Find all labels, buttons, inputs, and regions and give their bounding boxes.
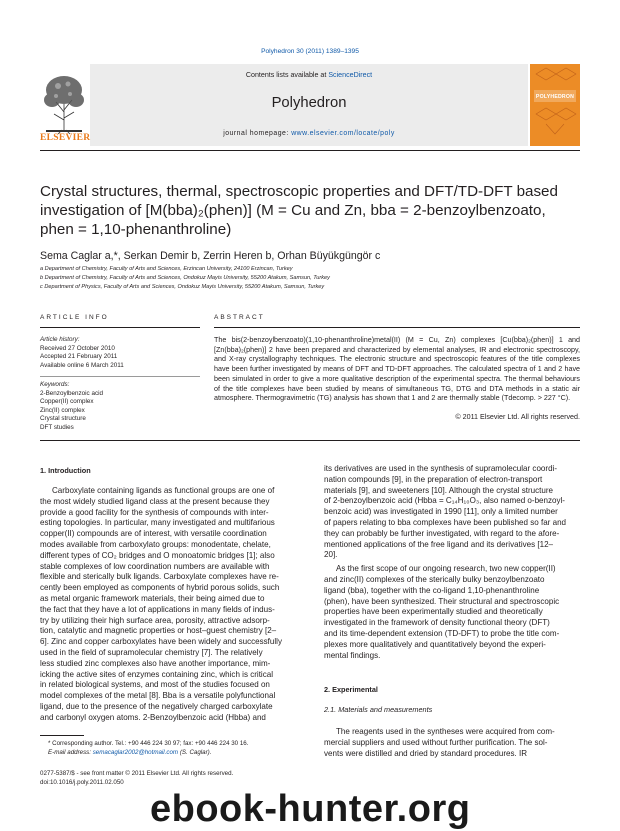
journal-cover-thumbnail: [530, 64, 580, 146]
text-line: of 2-benzoylbenzoic acid (Hbba = C₁₄H₁₀O₃, also named o-benzoyl-: [324, 496, 565, 506]
text-line: less studied zinc complexes also have another importance, mim-: [40, 658, 271, 668]
experimental-text: [324, 727, 586, 759]
materials-subheading: 2.1. Materials and measurements: [324, 705, 433, 714]
text-line: flexible and sterically bulk ligands. Carboxylate complexes have re-: [40, 572, 279, 582]
article-history: [40, 336, 200, 370]
abstract-text: The bis(2-benzoylbenzoato)(1,10-phenanthroline)metal(II) (M = Cu, Zn) complexes [Cu(bba)₂(phen)] 1 and [Zn(bba)₂(phen)] 2 have been prepared and characterized by elemental analyses, IR and electronic spectroscopy, and X-ray crystallography techniques. The electronic structure and spectroscopic features of the title complexes have been further investigated by means of DFT and TD-DFT approaches. The calculated spectra of 1 and 2 have been simulated in order to give a more qualitative description of the experimental spectra. The thermal behaviours of the title complexes have been studied by means of simultaneous TG, DTG and DTA methods in a static air atmosphere. Thermogravimetric (TG) analysis has shown that 1 and 2 are thermally stable (Tdecomp. > 227 °C).: [214, 336, 580, 403]
email-line: [48, 749, 328, 758]
homepage-link[interactable]: www.elsevier.com/locate/poly: [291, 130, 395, 137]
text-line: its derivatives are used in the synthesis of supramolecular coordi-: [324, 464, 558, 473]
text-line: modes available from carboxylato groups: monodentate, chelate,: [40, 539, 271, 549]
doi-link[interactable]: doi:10.1016/j.poly.2011.02.050: [40, 779, 124, 786]
text-line: tion, catalytic and magnetic properties or host–guest chemistry [2–: [40, 626, 277, 636]
text-line: Carboxylate containing ligands as functional groups are one of: [52, 486, 275, 495]
cover-pattern: [530, 64, 580, 146]
text-line: materials [9], and sweeteners [10]. Although the crystal structure: [324, 485, 554, 495]
cover-title: POLYHEDRON: [535, 94, 575, 100]
text-line: in related biological systems, and most of the studies focused on: [40, 680, 270, 690]
text-line: 20].: [324, 550, 338, 560]
article-title: [40, 182, 600, 239]
text-line: provide a good facility for the synthesis of compounds with inter-: [40, 507, 269, 517]
keywords-label: Keywords:: [40, 381, 70, 388]
contents-line: [90, 71, 528, 79]
text-line: As the first scope of our ongoing research, two new copper(II): [336, 564, 556, 574]
intro-heading: 1. Introduction: [40, 466, 91, 475]
journal-name: Polyhedron: [271, 95, 347, 111]
info-divider: [40, 376, 200, 377]
title-line: investigation of [M(bba)₂(phen)] (M = Cu and Zn, bba = 2-benzoylbenzoato,: [40, 202, 546, 219]
text-line: the most widely studied ligand class at the present because they: [40, 496, 270, 506]
keyword: Copper(II) complex: [40, 398, 94, 406]
text-line: (phen), have been synthesized. Their structural and spectroscopic: [324, 596, 560, 606]
text-line: of papers relating to bba complexes have been published so far and: [324, 517, 567, 527]
email-label: E-mail address:: [48, 749, 93, 756]
author-list[interactable]: Sema Caglar a,*, Serkan Demir b, Zerrin Heren b, Orhan Büyükgüngör c: [40, 250, 381, 262]
text-line: used in the field of supramolecular chemistry [7]. The relatively: [40, 647, 263, 657]
text-line: mercial suppliers and used without further purification. The sol-: [324, 737, 548, 747]
text-line: vents were distilled and dried by standard procedures. IR: [324, 748, 528, 758]
abstract-rule: [214, 327, 580, 328]
abstract-bottom-rule: [40, 440, 580, 441]
footnote-rule: [40, 735, 84, 736]
sciencedirect-link[interactable]: ScienceDirect: [328, 71, 373, 79]
text-line: plexes more qualitatively and quantitatively beyond the experi-: [324, 639, 546, 649]
journal-homepage: [90, 130, 528, 137]
text-line: ligand, due to the presence of the negatively charged carboxylate: [40, 701, 273, 711]
text-line: as metal organic framework materials, their being aimed due to: [40, 593, 265, 603]
contents-prefix: Contents lists available at: [245, 71, 329, 79]
text-line: they can probably be further investigated, with regard to the afore-: [324, 528, 560, 538]
corresponding-author-note: * Corresponding author. Tel.: +90 446 224 30 97; fax: +90 446 224 30 16.: [48, 740, 249, 747]
header-divider: [40, 150, 580, 151]
text-line: investigated in the framework of density functional theory (DFT): [324, 618, 550, 628]
experimental-heading: 2. Experimental: [324, 685, 378, 694]
affiliation-b: b Department of Chemistry, Faculty of Arts and Sciences, Ondokuz Mayis University, 55200 Atakum, Samsun, Turkey: [40, 275, 330, 281]
keyword: DFT studies: [40, 423, 74, 431]
history-accepted: Accepted 21 February 2011: [40, 353, 118, 361]
journal-citation[interactable]: Polyhedron 30 (2011) 1389–1395: [261, 48, 359, 55]
affiliation-c: c Department of Physics, Faculty of Arts and Sciences, Ondokuz Mayis University, 55200 Atakum, Samsun, Turkey: [40, 284, 325, 290]
history-online: Available online 6 March 2011: [40, 361, 124, 369]
text-line: cently been employed as components of hybrid porous solids, such: [40, 583, 280, 593]
abstract-heading: ABSTRACT: [214, 314, 265, 321]
text-line: esting topologies. In particular, many investigated and multifarious: [40, 518, 275, 528]
text-line: and zinc(II) complexes of the sterically bulky benzoylbenzoato: [324, 574, 545, 584]
intro-left-column: [40, 486, 302, 724]
text-line: different types of CO₂ bridges and O monoatomic bridges [1]; also: [40, 550, 275, 560]
keyword: Zinc(II) complex: [40, 406, 85, 414]
history-label: Article history:: [40, 336, 80, 343]
affiliation-a: a Department of Chemistry, Faculty of Arts and Sciences, Erzincan University, 24100 Erzincan, Turkey: [40, 266, 293, 272]
email-link[interactable]: semacaglar2002@hotmail.com: [92, 749, 179, 756]
watermark-text: ebook-hunter.org: [150, 788, 471, 830]
email-suffix: (S. Caglar).: [178, 749, 212, 756]
publisher-logo-text: ELSEVIER: [40, 133, 91, 143]
text-line: icking the active sites of enzymes containing zinc, which is critical: [40, 669, 274, 679]
abstract-copyright: © 2011 Elsevier Ltd. All rights reserved.: [455, 413, 580, 421]
keyword: Crystal structure: [40, 415, 86, 423]
text-line: the fact that they have a lot of applications in many fields of indus-: [40, 604, 275, 614]
title-line: Crystal structures, thermal, spectroscopic properties and DFT/TD-DFT based: [40, 183, 558, 200]
text-line: copper(II) compounds are of interest, with versatile coordination: [40, 529, 267, 539]
text-line: nation compounds [9], in the preparation of electron-transport: [324, 474, 543, 484]
text-line: model complexes of the metal [8]. Bba is a versatile polyfunctional: [40, 691, 276, 701]
title-line: phen = 1,10-phenanthroline): [40, 221, 232, 238]
text-line: stable complexes of low coordination numbers are available with: [40, 561, 270, 571]
article-info-rule: [40, 327, 200, 328]
keyword: 2-Benzoylbenzoic acid: [40, 389, 104, 397]
text-line: benzoic acid) was investigated in 1990 [11], only a limited number: [324, 507, 558, 517]
issn-line: 0277-5387/$ - see front matter © 2011 Elsevier Ltd. All rights reserved.: [40, 770, 234, 777]
keywords-block: [40, 381, 200, 433]
text-line: and its time-dependent extension (TD-DFT) to probe the title com-: [324, 628, 560, 638]
homepage-prefix: journal homepage:: [223, 130, 292, 137]
text-line: mental findings.: [324, 650, 381, 660]
history-received: Received 27 October 2010: [40, 344, 115, 352]
text-line: ligand (bba), together with the co-ligand 1,10-phenanthroline: [324, 585, 540, 595]
article-info-heading: ARTICLE INFO: [40, 314, 109, 321]
text-line: properties have been experimentally studied and theoretically: [324, 607, 543, 617]
text-line: try by utilizing their high surface area, porosity, attractive adsorp-: [40, 615, 270, 625]
text-line: The reagents used in the syntheses were acquired from com-: [336, 727, 555, 736]
text-line: 6]. Zinc and copper carboxylates have been widely and successfully: [40, 637, 282, 647]
text-line: and carbonyl oxygen atoms. 2-Benzoylbenzoic acid (Hbba) and: [40, 712, 266, 722]
intro-right-column: [324, 464, 586, 661]
text-line: mentioned applications of the free ligand and its derivatives [12–: [324, 539, 554, 549]
